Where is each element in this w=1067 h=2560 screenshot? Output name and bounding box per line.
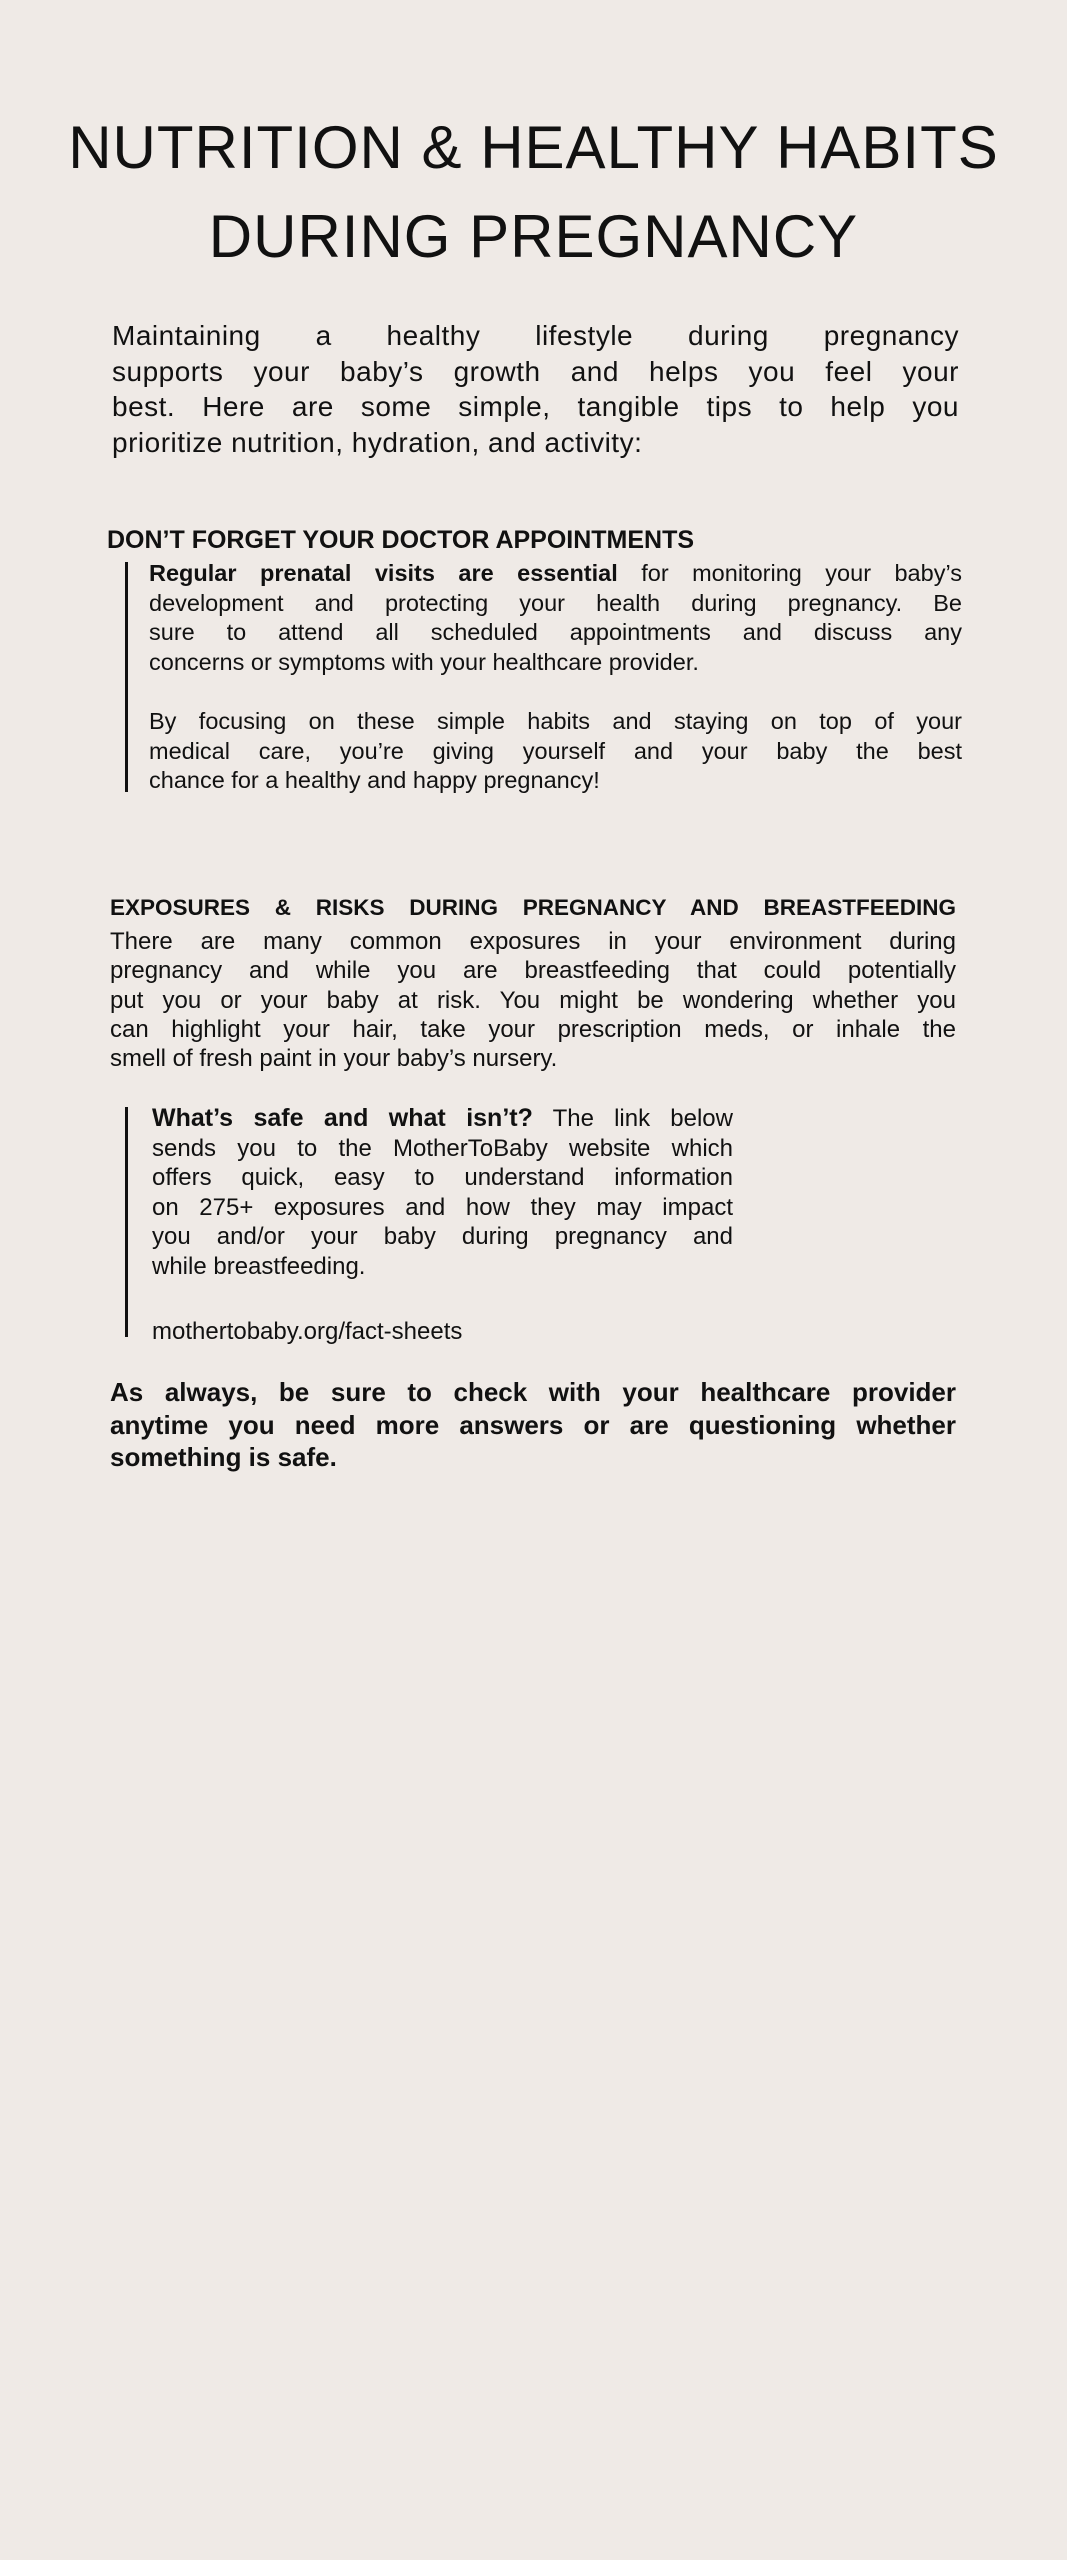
doctor-paragraph-2 — [149, 707, 962, 796]
intro-line: supports your baby’s growth and helps you feel your — [112, 355, 959, 387]
title-line-2: DURING PREGNANCY — [208, 203, 859, 270]
doctor-lead-line — [149, 559, 962, 589]
intro-paragraph — [112, 318, 959, 460]
callout-text — [152, 1104, 733, 1281]
intro-line: best. Here are some simple, tangible tips to help you — [112, 391, 959, 422]
doctor-callout — [125, 562, 962, 792]
callout-bold-lead: What’s safe and what isn’t? — [152, 1104, 533, 1132]
exposures-paragraph — [110, 927, 956, 1073]
exposures-line: put you or your baby at risk. You might be wondering whether you — [110, 986, 956, 1014]
doctor-paragraph-1 — [149, 559, 962, 678]
callout-line: while breastfeeding. — [152, 1252, 366, 1280]
doctor-bold-lead: Regular prenatal visits are essential — [149, 560, 618, 586]
callout-lead-rest: The link below — [532, 1105, 733, 1132]
closing-line: something is safe. — [110, 1442, 337, 1472]
doctor-line: development and protecting your health during pregnancy. Be — [149, 589, 962, 616]
doctor-line: concerns or symptoms with your healthcare provider. — [149, 649, 699, 676]
callout-line: on 275+ exposures and how they may impact — [152, 1193, 733, 1221]
callout-line: you and/or your baby during pregnancy and — [152, 1223, 733, 1250]
callout-line: offers quick, easy to understand information — [152, 1164, 733, 1191]
doctor-line: By focusing on these simple habits and staying on top of your — [149, 708, 962, 734]
closing-note — [110, 1376, 956, 1474]
exposures-line: can highlight your hair, take your prescription meds, or inhale the — [110, 1015, 956, 1043]
doctor-line: sure to attend all scheduled appointments and discuss any — [149, 619, 962, 646]
intro-line: Maintaining a healthy lifestyle during pregnancy — [112, 320, 959, 351]
doctor-lead-rest: for monitoring your baby’s — [617, 560, 962, 586]
doctor-heading: DON’T FORGET YOUR DOCTOR APPOINTMENTS — [107, 526, 695, 554]
exposures-callout — [125, 1104, 733, 1345]
intro-line: prioritize nutrition, hydration, and activity: — [112, 426, 643, 458]
exposures-line: pregnancy and while you are breastfeeding that could potentially — [110, 957, 956, 985]
exposures-heading: EXPOSURES & RISKS DURING PREGNANCY AND BREASTFEEDING — [110, 895, 956, 920]
page-title — [0, 103, 1067, 281]
fact-sheets-link[interactable]: mothertobaby.org/fact-sheets — [152, 1318, 463, 1345]
title-line-1: NUTRITION & HEALTHY HABITS — [68, 114, 999, 181]
doctor-line: chance for a healthy and happy pregnancy! — [149, 767, 600, 794]
doctor-line: medical care, you’re giving yourself and your baby the best — [149, 737, 962, 764]
closing-line: As always, be sure to check with your healthcare provider — [110, 1377, 956, 1407]
exposures-line: smell of fresh paint in your baby’s nursery. — [110, 1045, 558, 1073]
exposures-line: There are many common exposures in your environment during — [110, 928, 956, 955]
closing-line: anytime you need more answers or are questioning whether — [110, 1409, 956, 1440]
callout-lead-line — [152, 1104, 733, 1134]
callout-line: sends you to the MotherToBaby website which — [152, 1134, 733, 1162]
